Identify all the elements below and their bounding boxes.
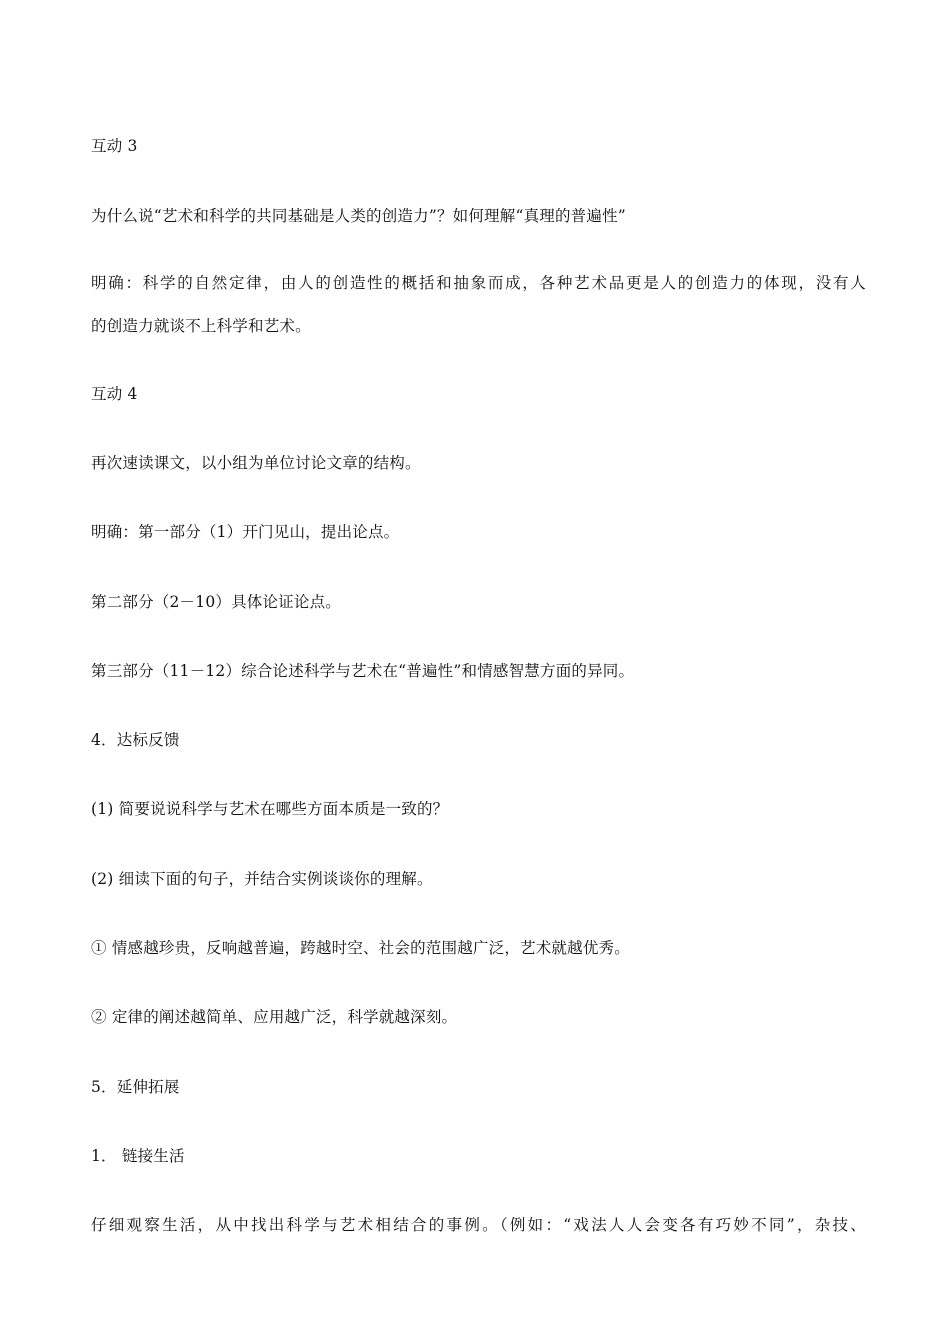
heading-interaction-4: 互动 4 [91, 385, 138, 403]
answer-paragraph-line-1: 明确：科学的自然定律，由人的创造性的概括和抽象而成，各种艺术品更是人的创造力的体现，没有人 [91, 274, 866, 292]
observation-paragraph: 仔细观察生活，从中找出科学与艺术相结合的事例。（例如：“戏法人人会变各有巧妙不同”，杂技、 [91, 1216, 866, 1234]
section-heading-extension: 5．延伸拓展 [91, 1078, 180, 1096]
heading-interaction-3: 互动 3 [91, 137, 138, 155]
feedback-question-1: (1) 简要说说科学与艺术在哪些方面本质是一致的？ [91, 800, 449, 818]
structure-part-3: 第三部分（11－12）综合论述科学与艺术在“普遍性”和情感智慧方面的异同。 [91, 662, 635, 680]
instruction-paragraph: 再次速读课文，以小组为单位讨论文章的结构。 [91, 454, 421, 472]
answer-paragraph-line-2: 的创造力就谈不上科学和艺术。 [91, 317, 311, 335]
section-heading-feedback: 4．达标反馈 [91, 731, 180, 749]
subheading-link-life: 1． 链接生活 [91, 1147, 185, 1165]
question-paragraph: 为什么说“艺术和科学的共同基础是人类的创造力”？如何理解“真理的普遍性” [91, 207, 626, 225]
structure-part-2: 第二部分（2－10）具体论证论点。 [91, 593, 341, 611]
sentence-item-2: ② 定律的阐述越简单、应用越广泛，科学就越深刻。 [91, 1008, 458, 1026]
structure-part-1: 明确：第一部分（1）开门见山，提出论点。 [91, 523, 400, 541]
feedback-question-2: (2) 细读下面的句子，并结合实例谈谈你的理解。 [91, 870, 433, 888]
sentence-item-1: ① 情感越珍贵，反响越普遍，跨越时空、社会的范围越广泛，艺术就越优秀。 [91, 939, 630, 957]
